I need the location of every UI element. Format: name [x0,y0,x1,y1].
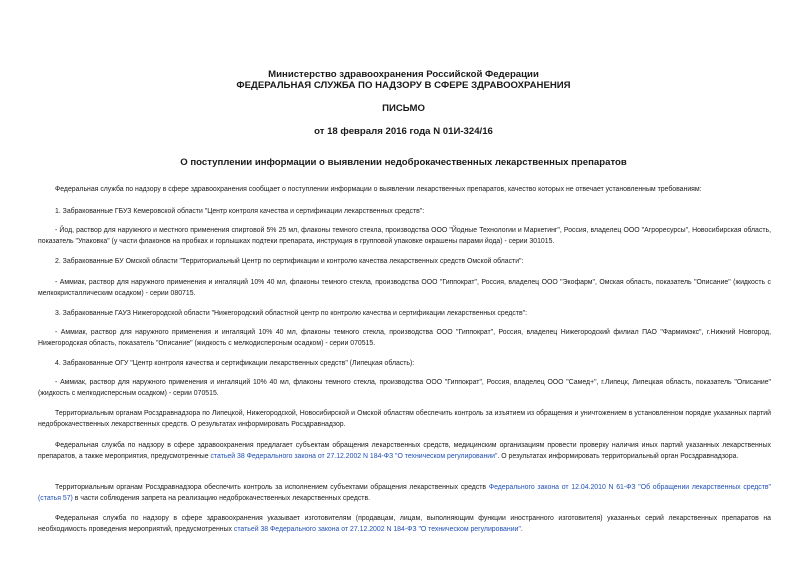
proposal-text-start: Федеральная служба по надзору в сфере здравоохранения предлагает субъектам обращения лекарственных средств, медицинским организациям провести проверку наличия иных партий указанных лекарственных препаратов, а также мероприятия, предусмотренные [38,442,771,460]
item-2-text: - Аммиак, раствор для наружного применения и ингаляций 10% 40 мл, флаконы темного стекла, производства ООО "Гиппократ", Россия, владелец ООО "Экофарм", Омская область, показатель "Описание" (жидкость с мелкокристаллическим осадком) - серии 080715. [38,279,771,297]
law-184-article-38-link-2[interactable]: статьей 38 Федерального закона от 27.12.2002 N 184-ФЗ "О техническом регулировании" [233,526,521,533]
article-57-link[interactable]: (статья 57) [38,495,73,502]
ministry-title: Министерство здравоохранения Российской Федерации [268,69,539,80]
item-2-title: 2. Забракованные БУ Омской области "Территориальный Центр по сертификации и контролю качества лекарственных средств Омской области": [55,258,524,265]
manufacturers-text-end: . [520,526,523,533]
compliance-text-end: в части соблюдения запрета на реализацию недоброкачественных лекарственных средств. [72,495,371,502]
item-1-title: 1. Забракованные ГБУЗ Кемеровской области "Центр контроля качества и сертификации лекарственных средств": [55,208,425,215]
document-date-number: от 18 февраля 2016 года N 01И-324/16 [314,126,493,137]
item-4-title: 4. Забракованные ОГУ "Центр контроля качества и сертификации лекарственных средств" (Липецкая область): [55,360,415,367]
item-4-text: - Аммиак, раствор для наружного применения и ингаляций 10% 40 мл, флаконы темного стекла, производства ООО "Гиппократ", Россия, владелец ООО "Самед+", г.Липецк, Липецкая область, показатель "Описание" (жидкость с мелкодисперсным осадком) - серии 070515. [38,379,771,397]
item-3-text: - Аммиак, раствор для наружного применения и ингаляций 10% 40 мл, флаконы темного стекла, производства ООО "Гиппократ", Россия, владелец Нижегородский филиал ПАО "Фармимэкс", г.Нижний Новгород, Нижегородская область, показатель "Описание" (жидкость с мелкодисперсным осадком) - серии 070515. [38,329,771,347]
manufacturers-text-start: Федеральная служба по надзору в сфере здравоохранения указывает изготовителям (продавцам, лицам, выполняющим функции иностранного изготовителя) указанных серий лекарственных препаратов на необходимость проведения мероприятий, предусмотренных [38,515,771,533]
compliance-text-start: Территориальным органам Росздравнадзора обеспечить контроль за исполнением субъектами обращения лекарственных средств [55,484,489,491]
document-type: ПИСЬМО [382,103,425,114]
item-1-text: - Йод, раствор для наружного и местного применения спиртовой 5% 25 мл, флаконы темного стекла, производства ООО "Йодные Технологии и Маркетинг", Россия, владелец ООО "Агроресурсы", Новосибирская область, показатель "Упаковка" (у части флаконов на пробках и горлышках подтеки препарата, инструкция в групповой упаковке окрашены парами йода) - серии 301015. [38,227,771,245]
item-3-title: 3. Забракованные ГАУЗ Нижегородской области "Нижегородский областной центр по контролю качества и сертификации лекарственных средств": [55,310,528,317]
compliance-control-paragraph [38,482,771,504]
law-61-link[interactable]: Федерального закона от 12.04.2010 N 61-ФЗ "Об обращении лекарственных средств" [488,484,772,491]
territorial-control-paragraph: Территориальным органам Росздравнадзора по Липецкой, Нижегородской, Новосибирской и Омской областям обеспечить контроль за изъятием из обращения и уничтожением в установленном порядке указанных партий недоброкачественных лекарственных средств. О результатах информировать Росздравнадзор. [38,410,771,428]
manufacturers-paragraph [38,513,771,535]
document-subject: О поступлении информации о выявлении недоброкачественных лекарственных препаратов [180,157,627,168]
proposal-paragraph [38,440,771,462]
service-title: ФЕДЕРАЛЬНАЯ СЛУЖБА ПО НАДЗОРУ В СФЕРЕ ЗДРАВООХРАНЕНИЯ [236,80,571,91]
intro-paragraph: Федеральная служба по надзору в сфере здравоохранения сообщает о поступлении информации о выявлении лекарственных препаратов, качество которых не отвечает установленным требованиям: [55,186,702,193]
proposal-text-end: . О результатах информировать территориальный орган Росздравнадзора. [497,453,739,460]
law-184-article-38-link[interactable]: статьей 38 Федерального закона от 27.12.2002 N 184-ФЗ "О техническом регулировании" [210,453,498,460]
